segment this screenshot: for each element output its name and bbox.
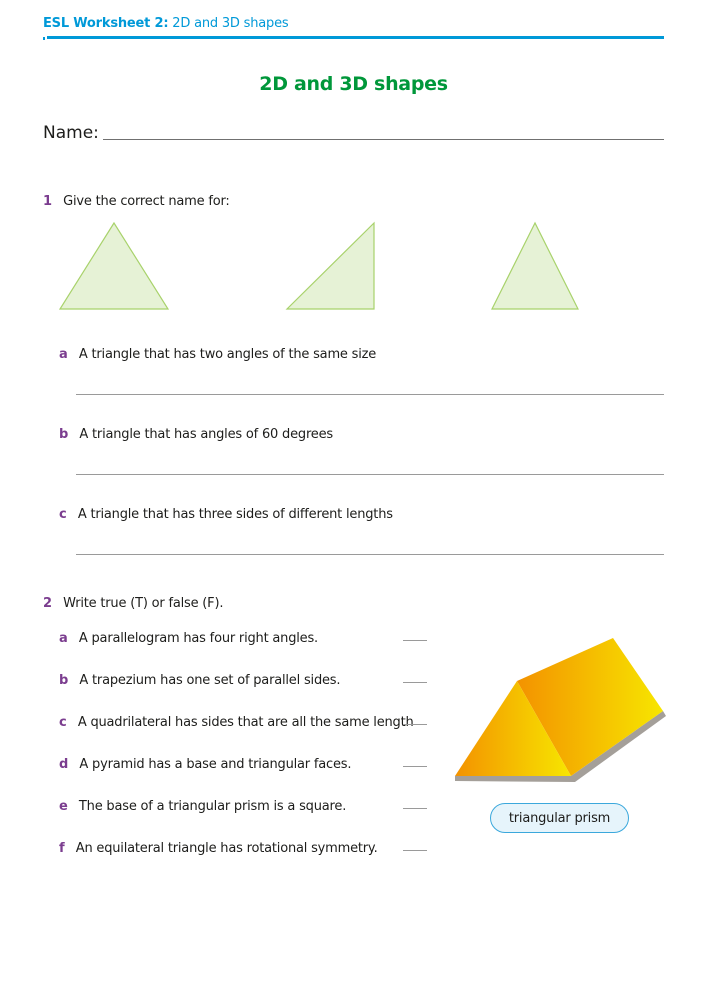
tf-answer-blank-b[interactable] <box>403 682 427 683</box>
item-letter: f <box>59 841 65 856</box>
item-text: A triangle that has three sides of different lengths <box>77 507 393 522</box>
question-2-item-b <box>59 669 340 688</box>
answer-line-1c[interactable] <box>76 554 664 555</box>
item-text: The base of a triangular prism is a square. <box>78 799 347 814</box>
item-text: An equilateral triangle has rotational symmetry. <box>75 841 378 856</box>
question-1-item-b <box>59 423 333 442</box>
question-number: 1 <box>43 194 53 209</box>
question-number: 2 <box>43 596 53 611</box>
item-text: A parallelogram has four right angles. <box>78 631 318 646</box>
right-triangle-icon <box>287 223 374 309</box>
question-2-item-c <box>59 711 414 730</box>
item-letter: b <box>59 673 69 688</box>
tf-answer-blank-c[interactable] <box>403 724 427 725</box>
item-letter: a <box>59 347 68 362</box>
tf-answer-blank-d[interactable] <box>403 766 427 767</box>
tf-answer-blank-a[interactable] <box>403 640 427 641</box>
question-1-item-a <box>59 343 376 362</box>
item-letter: c <box>59 507 67 522</box>
item-letter: d <box>59 757 69 772</box>
triangular-prism-icon <box>455 638 666 782</box>
question-prompt: Write true (T) or false (F). <box>63 596 224 611</box>
worksheet-series-label: ESL Worksheet 2: <box>43 16 169 31</box>
equilateral-triangle-icon <box>60 223 168 309</box>
item-letter: b <box>59 427 69 442</box>
item-text: A quadrilateral has sides that are all the same length <box>77 715 414 730</box>
answer-line-1a[interactable] <box>76 394 664 395</box>
item-letter: e <box>59 799 68 814</box>
item-text: A triangle that has two angles of the same size <box>78 347 377 362</box>
question-prompt: Give the correct name for: <box>63 194 230 209</box>
question-2-item-e <box>59 795 346 814</box>
question-2-item-f <box>59 837 378 856</box>
page-title: 2D and 3D shapes <box>259 73 448 95</box>
item-text: A triangle that has angles of 60 degrees <box>79 427 333 442</box>
name-label: Name: <box>43 123 99 143</box>
question-2-item-d <box>59 753 351 772</box>
tf-answer-blank-e[interactable] <box>403 808 427 809</box>
tf-answer-blank-f[interactable] <box>403 850 427 851</box>
answer-line-1b[interactable] <box>76 474 664 475</box>
item-letter: a <box>59 631 68 646</box>
worksheet-topic-label: 2D and 3D shapes <box>168 16 289 31</box>
item-text: A trapezium has one set of parallel sides. <box>79 673 341 688</box>
item-letter: c <box>59 715 67 730</box>
question-1-item-c <box>59 503 393 522</box>
question-2-item-a <box>59 627 318 646</box>
item-text: A pyramid has a base and triangular faces. <box>79 757 352 772</box>
question-2-header <box>43 592 223 611</box>
isosceles-triangle-icon <box>492 223 578 309</box>
prism-label-badge: triangular prism <box>490 803 629 833</box>
